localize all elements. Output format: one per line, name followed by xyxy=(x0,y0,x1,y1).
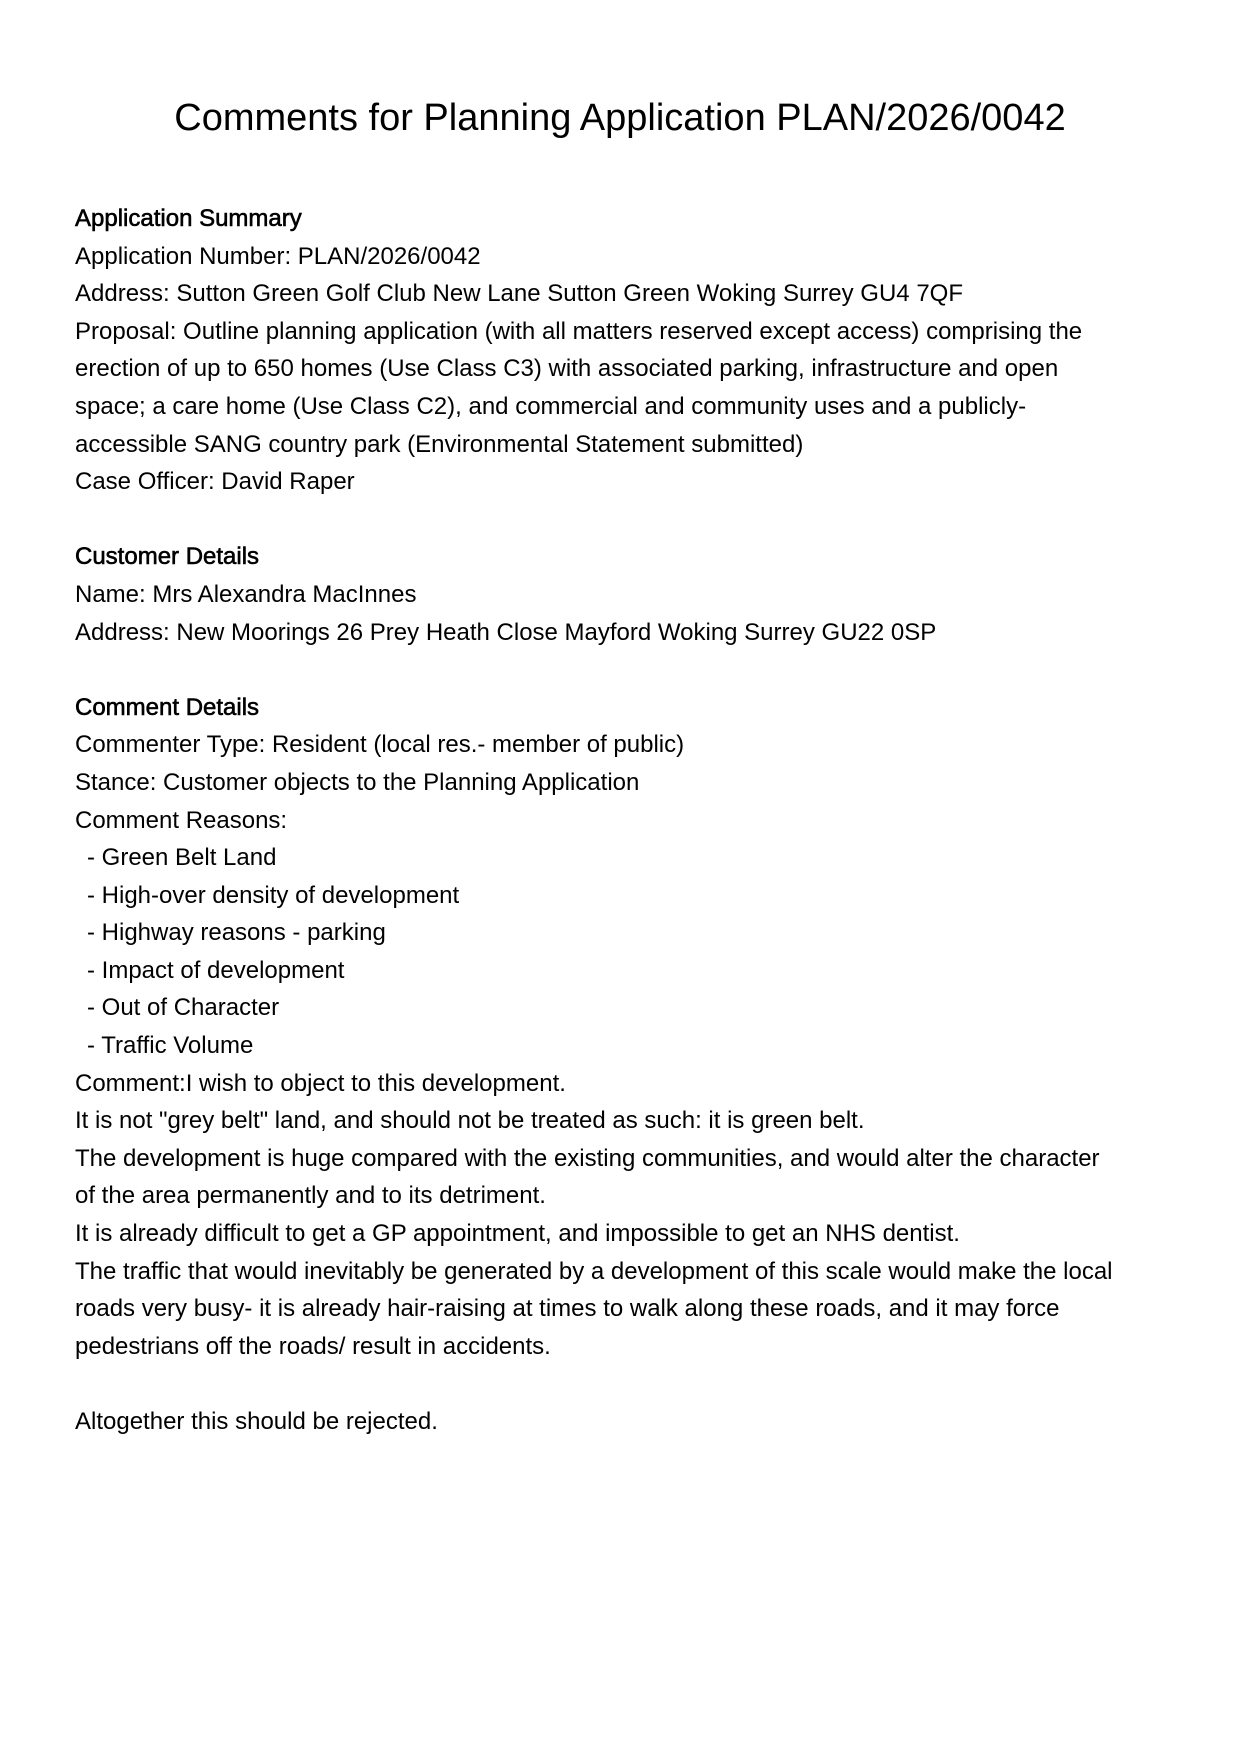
comment-reason-item: - Out of Character xyxy=(87,994,280,1022)
proposal-line: Proposal: Outline planning application (with all matters reserved except access) comprising the xyxy=(75,317,1083,345)
comment-reason-item: - Impact of development xyxy=(87,956,345,984)
customer-details-section xyxy=(75,538,1185,651)
customer-details-heading: Customer Details xyxy=(75,543,260,571)
section-spacer xyxy=(75,651,1185,689)
section-spacer xyxy=(75,501,1185,539)
comment-line: roads very busy- it is already hair-raising at times to walk along these roads, and it may force xyxy=(75,1295,1060,1323)
customer-name: Name: Mrs Alexandra MacInnes xyxy=(75,580,417,608)
comment-line: It is already difficult to get a GP appointment, and impossible to get an NHS dentist. xyxy=(75,1220,960,1248)
proposal-line: erection of up to 650 homes (Use Class C3) with associated parking, infrastructure and open xyxy=(75,355,1059,383)
comment-line: The development is huge compared with the existing communities, and would alter the character xyxy=(75,1144,1100,1172)
comment-details-heading: Comment Details xyxy=(75,693,260,721)
proposal-line: accessible SANG country park (Environmental Statement submitted) xyxy=(75,430,804,458)
application-number: Application Number: PLAN/2026/0042 xyxy=(75,242,481,270)
application-summary-heading: Application Summary xyxy=(75,205,302,232)
comment-details-section xyxy=(75,689,1185,1441)
comment-line: of the area permanently and to its detriment. xyxy=(75,1182,546,1210)
comment-reasons-label: Comment Reasons: xyxy=(75,806,288,834)
stance: Stance: Customer objects to the Planning Application xyxy=(75,768,640,796)
comment-line: The traffic that would inevitably be generated by a development of this scale would make the local xyxy=(75,1257,1113,1285)
paragraph-spacer xyxy=(75,1365,1185,1403)
proposal-line: space; a care home (Use Class C2), and commercial and community uses and a publicly- xyxy=(75,392,1027,420)
case-officer: Case Officer: David Raper xyxy=(75,468,355,496)
closing-remark: Altogether this should be rejected. xyxy=(75,1408,438,1435)
application-summary-section xyxy=(75,200,1185,501)
application-address: Address: Sutton Green Golf Club New Lane Sutton Green Woking Surrey GU4 7QF xyxy=(75,280,963,308)
comment-reason-item: - Traffic Volume xyxy=(87,1032,254,1060)
page-title: Comments for Planning Application PLAN/2026/0042 xyxy=(174,97,1066,139)
comment-reason-item: - High-over density of development xyxy=(87,881,460,909)
comment-reason-item: - Green Belt Land xyxy=(87,844,277,872)
comment-line: It is not "grey belt" land, and should not be treated as such: it is green belt. xyxy=(75,1107,865,1135)
comment-line: pedestrians off the roads/ result in accidents. xyxy=(75,1332,551,1360)
customer-address: Address: New Moorings 26 Prey Heath Close Mayford Woking Surrey GU22 0SP xyxy=(75,618,937,646)
document-body xyxy=(75,200,1185,1441)
commenter-type: Commenter Type: Resident (local res.- member of public) xyxy=(75,731,685,759)
comment-reason-item: - Highway reasons - parking xyxy=(87,919,386,947)
comment-line: Comment:I wish to object to this development. xyxy=(75,1069,566,1097)
